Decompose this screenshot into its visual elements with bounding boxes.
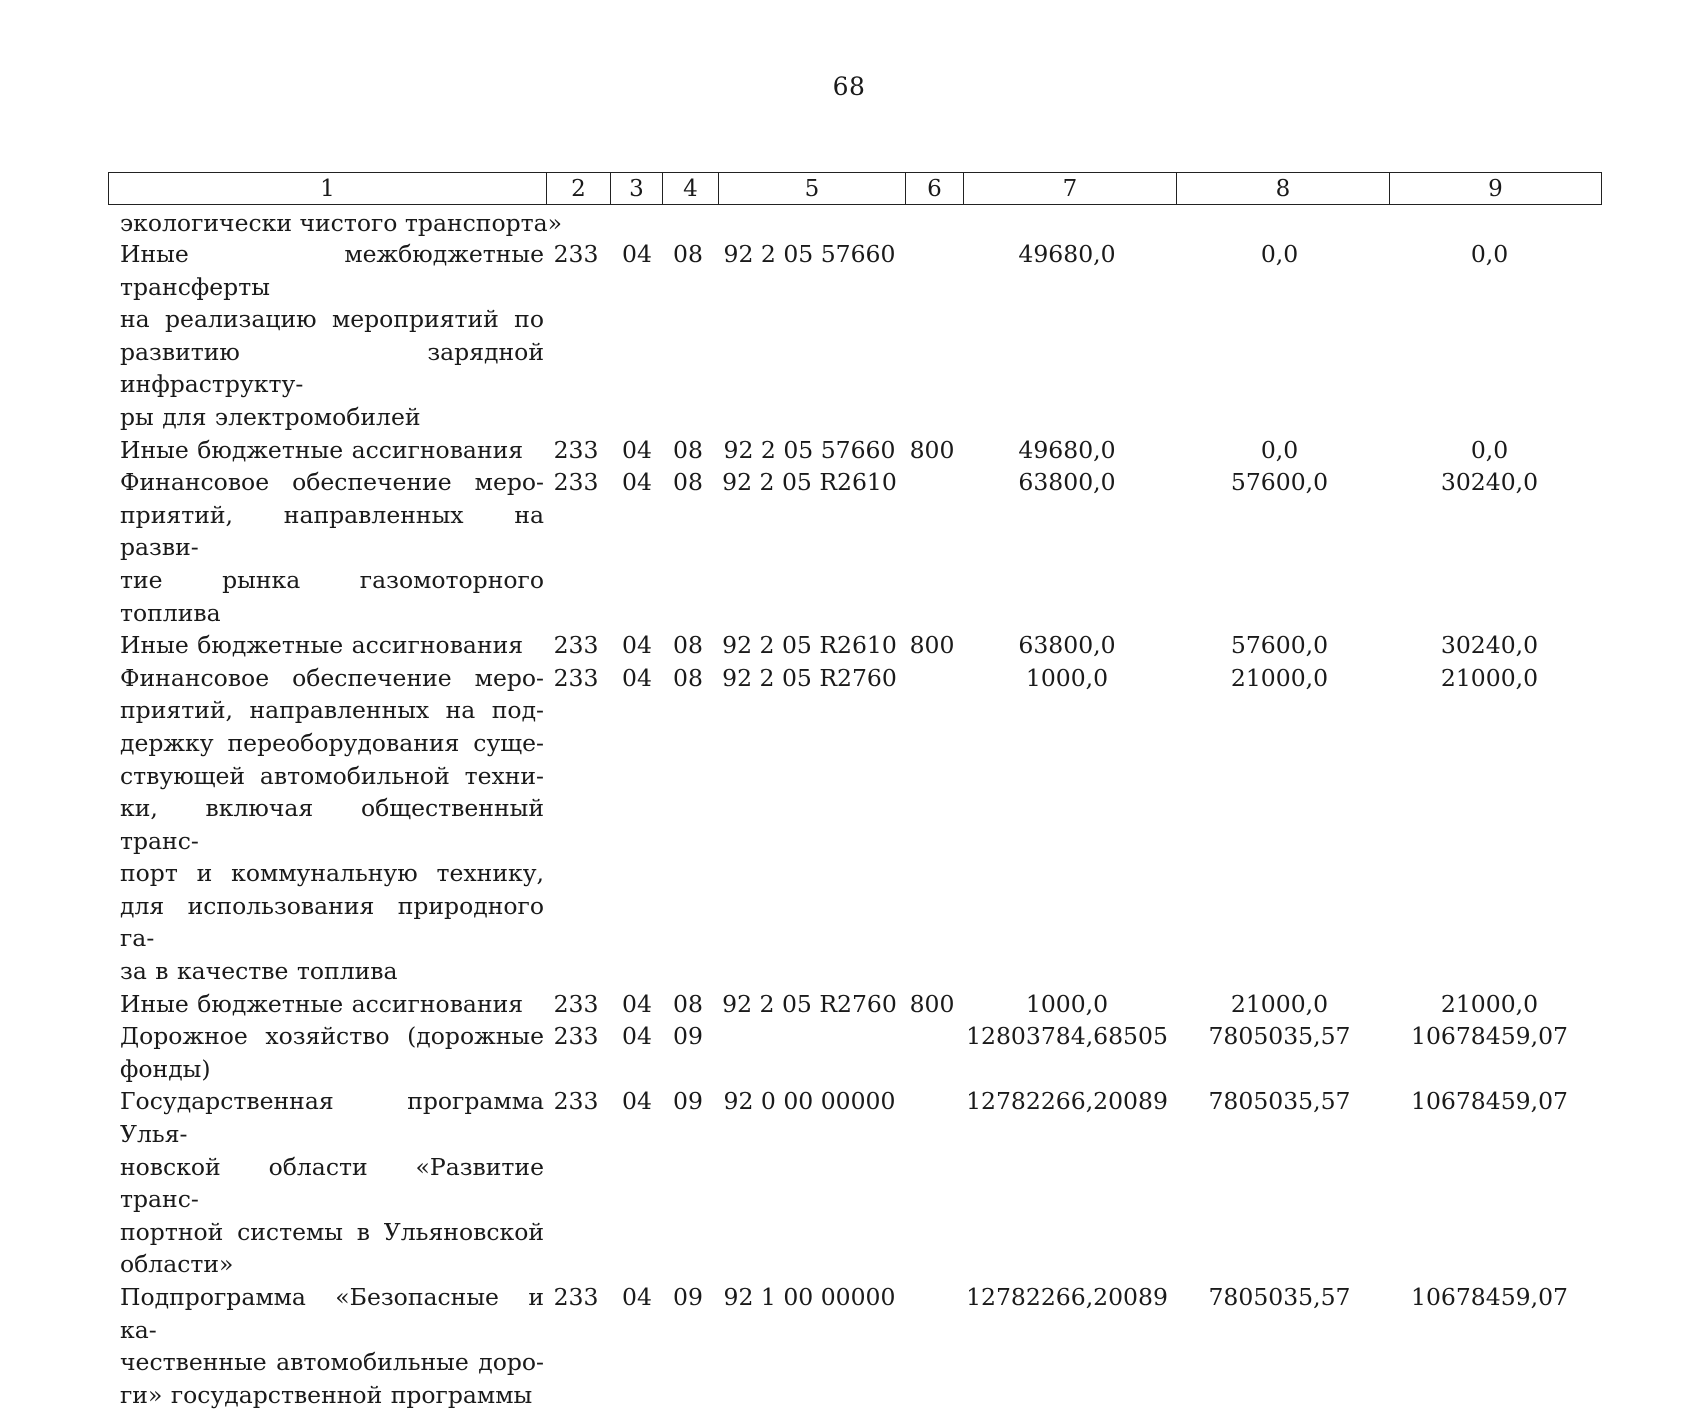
row-name-line: на реализацию мероприятий по (120, 305, 544, 334)
code-section: 04 (622, 1087, 652, 1116)
amount-year-2: 0,0 (1260, 435, 1299, 464)
amount-year-3: 0,0 (1470, 435, 1509, 464)
amount-year-3: 10678459,07 (1411, 1283, 1568, 1311)
amount-year-2: 21000,0 (1230, 663, 1329, 692)
code-subsection: 09 (673, 1022, 703, 1051)
row-name-line: новской области «Развитие транс- (120, 1152, 544, 1214)
table-row (108, 466, 1600, 629)
amount-year-2: 0,0 (1260, 240, 1299, 268)
amount-year-1: 12782266,20089 (966, 1283, 1168, 1311)
row-name (108, 988, 544, 1021)
code-subsection: 09 (673, 1087, 703, 1116)
amount-year-1: 12803784,68505 (966, 1022, 1168, 1051)
code-section: 04 (622, 631, 652, 660)
row-name-line: за в качестве топлива (120, 957, 398, 986)
header-col-3: 3 (611, 173, 663, 204)
row-name-line: фонды) (120, 1054, 211, 1083)
amount-year-2: 7805035,57 (1208, 1283, 1351, 1311)
code-subsection: 08 (673, 989, 703, 1018)
amount-year-1: 63800,0 (1018, 631, 1116, 660)
row-name (108, 1281, 544, 1411)
row-name (108, 466, 544, 629)
code-target: 92 0 00 00000 (723, 1087, 896, 1116)
code-admin: 233 (553, 663, 599, 692)
code-target: 92 2 05 R2610 (722, 631, 897, 660)
table-body (108, 208, 1600, 1411)
row-name-line: Финансовое обеспечение меро- (120, 468, 544, 497)
amount-year-1: 1000,0 (1025, 989, 1109, 1018)
amount-year-1: 49680,0 (1018, 240, 1116, 268)
amount-year-1: 12782266,20089 (966, 1087, 1168, 1116)
code-target: 92 2 05 57660 (723, 240, 896, 268)
code-section: 04 (622, 989, 652, 1018)
code-section: 04 (622, 1283, 652, 1311)
header-col-5: 5 (719, 173, 906, 204)
amount-year-2: 7805035,57 (1208, 1022, 1351, 1051)
row-name (108, 238, 544, 434)
amount-year-3: 10678459,07 (1411, 1087, 1568, 1116)
row-name-line: Иные межбюджетные трансферты (120, 240, 544, 301)
code-subsection: 08 (673, 435, 703, 464)
code-expense-type: 800 (909, 631, 955, 660)
header-col-6: 6 (906, 173, 964, 204)
row-name-line: ствующей автомобильной техни- (120, 761, 544, 790)
row-name-line: Государственная программа Улья- (120, 1087, 544, 1149)
row-name-line: ки, включая общественный транс- (120, 794, 544, 855)
row-name (108, 629, 544, 662)
amount-year-3: 30240,0 (1440, 631, 1539, 660)
table-row (108, 238, 1600, 434)
amount-year-1: 63800,0 (1018, 468, 1116, 497)
row-name-line: приятий, направленных на разви- (120, 500, 544, 562)
amount-year-2: 57600,0 (1230, 468, 1329, 497)
row-name (108, 662, 544, 988)
row-name-line: чественные автомобильные доро- (120, 1348, 544, 1377)
table-row (108, 1281, 1600, 1411)
code-admin: 233 (553, 1087, 599, 1116)
code-target: 92 2 05 R2610 (722, 468, 897, 497)
amount-year-2: 21000,0 (1230, 989, 1329, 1018)
code-subsection: 08 (673, 631, 703, 660)
code-admin: 233 (553, 1022, 599, 1051)
row-name-line: Подпрограмма «Безопасные и ка- (120, 1283, 544, 1344)
row-name-line: тие рынка газомоторного топлива (120, 565, 544, 627)
row-name-line: Иные бюджетные ассигнования (120, 989, 524, 1018)
row-name-line: Иные бюджетные ассигнования (120, 631, 524, 660)
amount-year-2: 7805035,57 (1208, 1087, 1351, 1116)
code-expense-type: 800 (909, 989, 955, 1018)
code-subsection: 08 (673, 663, 703, 692)
row-name (108, 1085, 544, 1281)
row-name-line: развитию зарядной инфраструкту- (120, 337, 544, 399)
code-section: 04 (622, 1022, 652, 1051)
row-name-line: Дорожное хозяйство (дорожные (120, 1022, 544, 1051)
code-target: 92 2 05 R2760 (722, 989, 897, 1018)
row-name-line: держку переоборудования суще- (120, 728, 544, 757)
code-subsection: 09 (673, 1283, 703, 1311)
code-admin: 233 (553, 240, 599, 268)
header-col-7: 7 (964, 173, 1177, 204)
code-admin: 233 (553, 989, 599, 1018)
header-col-8: 8 (1177, 173, 1390, 204)
header-col-1: 1 (109, 173, 547, 204)
row-name-line: области» (120, 1250, 234, 1279)
table-row (108, 434, 1600, 467)
table-row (108, 629, 1600, 662)
code-section: 04 (622, 435, 652, 464)
amount-year-1: 49680,0 (1018, 435, 1116, 464)
code-admin: 233 (553, 1283, 599, 1311)
table-row (108, 1085, 1600, 1281)
row-name (108, 434, 544, 467)
code-target: 92 2 05 R2760 (722, 663, 897, 692)
row-name-line: ги» государственной программы (120, 1380, 533, 1409)
continuation-text: экологически чистого транспорта» (120, 209, 563, 237)
code-subsection: 08 (673, 468, 703, 497)
code-target: 92 2 05 57660 (723, 435, 896, 464)
header-col-2: 2 (547, 173, 611, 204)
row-name-line: для использования природного га- (120, 891, 544, 953)
amount-year-1: 1000,0 (1025, 663, 1109, 692)
amount-year-3: 10678459,07 (1411, 1022, 1568, 1051)
row-name-line: порт и коммунальную технику, (120, 859, 544, 888)
row-name-line: портной системы в Ульяновской (120, 1217, 544, 1246)
header-col-4: 4 (663, 173, 719, 204)
code-section: 04 (622, 663, 652, 692)
page-number: 68 (832, 72, 866, 101)
row-name-line: Финансовое обеспечение меро- (120, 663, 544, 692)
row-name-line: ры для электромобилей (120, 402, 421, 431)
row-name-line: приятий, направленных на под- (120, 696, 544, 725)
code-section: 04 (622, 468, 652, 497)
row-name-line: Иные бюджетные ассигнования (120, 435, 524, 464)
amount-year-2: 57600,0 (1230, 631, 1329, 660)
code-target: 92 1 00 00000 (723, 1283, 896, 1311)
code-admin: 233 (553, 435, 599, 464)
amount-year-3: 30240,0 (1440, 468, 1539, 497)
table-header (108, 172, 1602, 205)
amount-year-3: 0,0 (1470, 240, 1509, 268)
amount-year-3: 21000,0 (1440, 663, 1539, 692)
table-row (108, 988, 1600, 1021)
code-section: 04 (622, 240, 652, 268)
table-row (108, 662, 1600, 988)
code-admin: 233 (553, 631, 599, 660)
code-admin: 233 (553, 468, 599, 497)
code-subsection: 08 (673, 240, 703, 268)
row-name (108, 1020, 544, 1085)
table-row (108, 1020, 1600, 1085)
header-col-9: 9 (1488, 175, 1503, 202)
amount-year-3: 21000,0 (1440, 989, 1539, 1018)
code-expense-type: 800 (909, 435, 955, 464)
